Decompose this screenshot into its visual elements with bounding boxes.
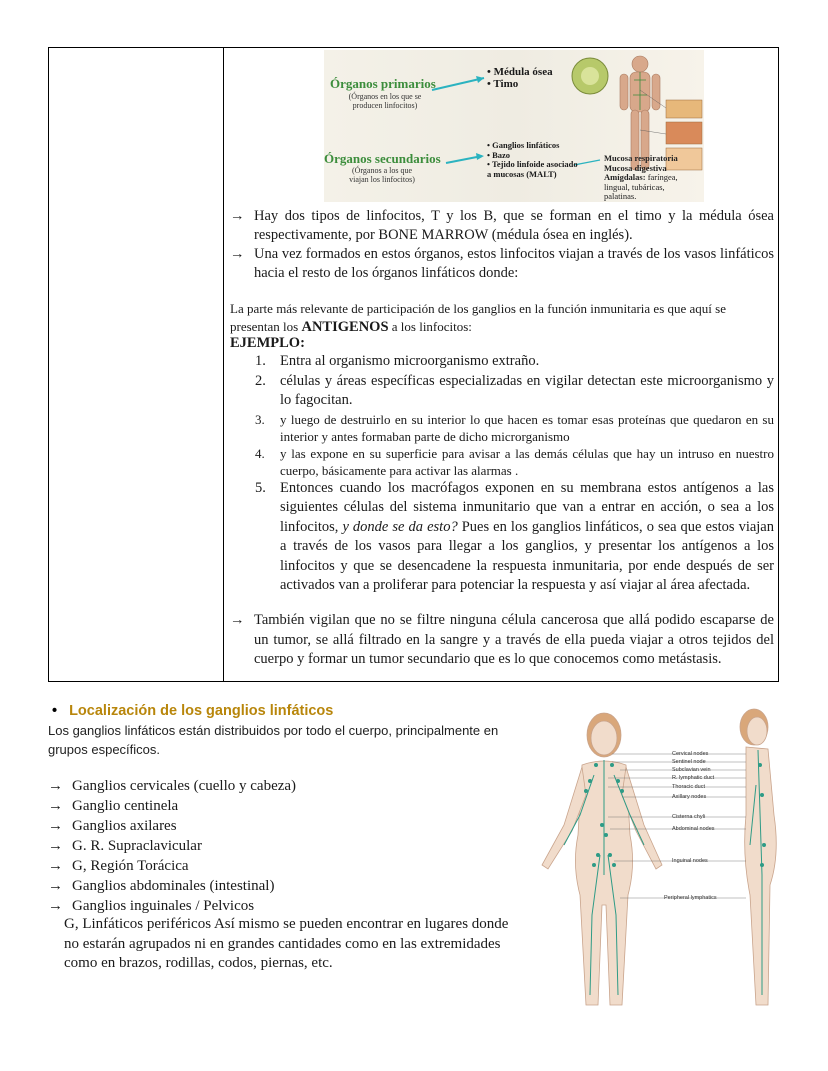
step-text: y las expone en su superficie para avisar a las demás células que hay un intruso en nuestro cuerpo, básicamente para activar las alarmas . xyxy=(280,445,774,478)
lymphoid-organs-figure xyxy=(324,50,704,202)
lymph-nodes-body-figure xyxy=(524,705,824,1025)
list-item: → Ganglio centinela xyxy=(48,796,508,816)
list-item: • Médula ósea xyxy=(487,66,553,78)
secondary-organs-subtitle: (Órganos a los que viajan los linfocitos) xyxy=(349,166,415,184)
list-item: → Ganglios axilares xyxy=(48,816,508,836)
list-item: → G. R. Supraclavicular xyxy=(48,836,508,856)
example-steps xyxy=(255,352,774,596)
paragraph-strong: ANTIGENOS xyxy=(301,319,389,335)
amigdalas-text: faríngea, lingual, tubáricas, palatinas. xyxy=(604,172,678,201)
step-number: 2. xyxy=(255,372,266,389)
step-text: y luego de destruirlo en su interior lo que hacen es tomar esas proteínas que quedaron en su interior y antes formaban parte de dicho microrganismo xyxy=(280,411,774,444)
step-number: 4. xyxy=(255,445,265,461)
lymphocyte-bullets xyxy=(230,207,774,283)
content-table xyxy=(48,47,779,682)
paragraph-text: La parte más relevante de participación de los ganglios en la función inmunitaria es que aquí se presentan los xyxy=(230,301,726,334)
label-sentinel: Sentinel node xyxy=(672,759,706,765)
label-peripheral: Peripheral lymphatics xyxy=(664,895,717,901)
label-thoracic-duct: Thoracic duct xyxy=(672,784,706,790)
primary-organs-title: Órganos primarios xyxy=(330,76,436,91)
label-abdominal: Abdominal nodes xyxy=(672,826,715,832)
step-text: Entonces cuando los macrófagos exponen en su membrana estos antígenos a las siguientes células del sistema inmunitario que van a entrar en acción, o sea a los linfocitos, xyxy=(280,479,774,535)
ganglia-location-list xyxy=(48,776,508,916)
peripheral-paragraph: G, Linfáticos periféricos Así mismo se pueden encontrar en lugares donde no estarán agrupados ni en grandes cantidades como en las extremidades como en brazos, rodillas, codos, piernas, etc. xyxy=(64,916,509,971)
list-item xyxy=(255,445,774,479)
mucosa-respiratory: Mucosa respiratoria xyxy=(604,153,678,163)
primary-organs-subtitle: (Órganos en los que se producen linfocitos) xyxy=(348,92,422,110)
list-item: → Ganglios cervicales (cuello y cabeza) xyxy=(48,776,508,796)
list-item: → Una vez formados en estos órganos, estos linfocitos viajan a través de los vasos linfáticos hacia el resto de los órganos linfáticos donde: xyxy=(230,245,774,283)
amigdalas-label: Amígdalas: xyxy=(604,172,646,182)
label-axillary: Axillary nodes xyxy=(672,794,707,800)
step-number: 1. xyxy=(255,353,266,369)
secondary-organs-list xyxy=(487,141,579,179)
mucosa-digestive: Mucosa digestiva xyxy=(604,162,667,173)
step-text: Entra al organismo microorganismo extraño. xyxy=(280,353,540,369)
label-r-lymphatic-duct: R. lymphatic duct xyxy=(672,775,715,781)
list-item: → Hay dos tipos de linfocitos, T y los B, que se forman en el timo y la médula ósea respectivamente, por BONE MARROW (médula ósea en inglés). xyxy=(230,207,774,245)
label-cervical: Cervical nodes xyxy=(672,751,709,757)
step-text: células y áreas específicas especializadas en vigilar detectan este microorganismo y lo fagocitan. xyxy=(280,372,774,408)
example-heading: EJEMPLO: xyxy=(230,335,305,351)
step-text-end: Pues en los ganglios linfáticos, o sea que estos viajan a través de los vasos para llegar a los ganglios, y presentar los antígenos a los linfocitos y que se desencadene la respuesta inmunitaria, por ende después de ser activados van a proliferar para potenciar la respuesta y así viajar al área afectada. xyxy=(280,518,774,593)
primary-organs-list xyxy=(487,66,553,90)
list-item xyxy=(255,372,774,411)
metastasis-bullet xyxy=(230,611,774,670)
label-subclavian: Subclavian vein xyxy=(672,767,711,773)
list-item: → G, Región Torácica xyxy=(48,856,508,876)
list-item: → También vigilan que no se filtre ninguna célula cancerosa que allá podido escaparse de un tumor, se allá filtrado en la sangre y a través de ella pueda viajar a otros tejidos del cuerpo y formar un tumor secundario que es lo que conocemos como metástasis. xyxy=(230,611,774,670)
list-item: • Timo xyxy=(487,78,553,90)
list-item xyxy=(255,479,774,596)
list-item xyxy=(255,352,774,372)
list-item: • Tejido linfoide asociado a mucosas (MALT) xyxy=(487,160,579,179)
list-item: • Ganglios linfáticos xyxy=(487,141,579,151)
list-item: → Ganglios inguinales / Pelvicos xyxy=(48,896,508,916)
antigen-paragraph xyxy=(230,300,774,336)
list-item xyxy=(255,411,774,445)
secondary-organs-title: Órganos secundarios xyxy=(324,151,441,166)
label-cisterna-chyli: Cisterna chyli xyxy=(672,814,706,820)
step-number: 3. xyxy=(255,411,265,427)
front-body-icon xyxy=(542,713,662,1005)
bullet-dot-icon: • xyxy=(52,703,58,719)
paragraph-text-end: a los linfocitos: xyxy=(388,319,472,334)
step-number: 5. xyxy=(255,479,266,496)
list-item: → Ganglios abdominales (intestinal) xyxy=(48,876,508,896)
table-column-divider xyxy=(223,48,224,681)
label-inguinal: Inguinal nodes xyxy=(672,858,708,864)
step-text-italic: y donde se da esto? xyxy=(342,518,458,535)
mucosa-labels xyxy=(604,154,699,202)
section-heading xyxy=(52,703,333,719)
section-intro: Los ganglios linfáticos están distribuidos por todo el cuerpo, principalmente en grupos específicos. xyxy=(48,723,499,757)
list-item: • Bazo xyxy=(487,151,579,161)
section-heading-text: Localización de los ganglios linfáticos xyxy=(69,703,334,719)
